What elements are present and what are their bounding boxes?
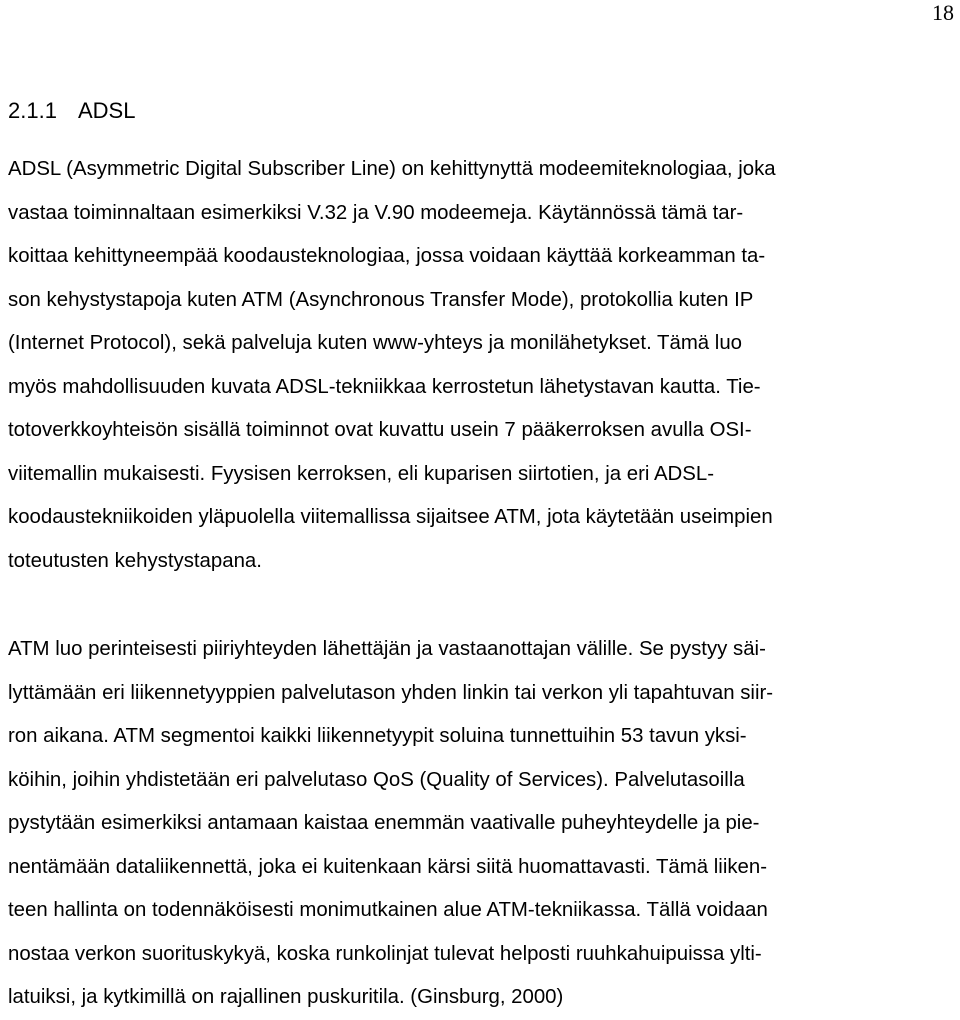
text-line: koittaa kehittyneempää koodausteknologiaa, jossa voidaan käyttää korkeamman ta-	[8, 245, 766, 267]
text-line: koodaustekniikoiden yläpuolella viitemallissa sijaitsee ATM, jota käytetään useimpien	[8, 506, 773, 528]
text-line: ATM luo perinteisesti piiriyhteyden lähettäjän ja vastaanottajan välille. Se pystyy säi-	[8, 638, 766, 660]
text-line: (Internet Protocol), sekä palveluja kuten www-yhteys ja monilähetykset. Tämä luo	[8, 332, 743, 354]
text-line: totoverkkoyhteisön sisällä toiminnot ovat kuvattu usein 7 pääkerroksen avulla OSI-	[8, 419, 752, 441]
text-line: myös mahdollisuuden kuvata ADSL-tekniikkaa kerrostetun lähetystavan kautta. Tie-	[8, 375, 761, 398]
section-heading	[8, 96, 135, 126]
text-line: son kehystystapoja kuten ATM (Asynchronous Transfer Mode), protokollia kuten IP	[8, 288, 754, 311]
text-line: nentämään dataliikennettä, joka ei kuitenkaan kärsi siitä huomattavasti. Tämä liiken-	[8, 855, 768, 878]
paragraph-atm	[8, 628, 958, 1020]
text-line: viitemallin mukaisesti. Fyysisen kerroksen, eli kuparisen siirtotien, ja eri ADSL-	[8, 462, 714, 485]
text-line: toteutusten kehystystapana.	[8, 549, 262, 572]
page-number: 18	[932, 0, 954, 25]
text-line: vastaa toiminnaltaan esimerkiksi V.32 ja V.90 modeemeja. Käytännössä tämä tar-	[8, 201, 744, 224]
text-line: teen hallinta on todennäköisesti monimutkainen alue ATM-tekniikassa. Tällä voidaan	[8, 899, 768, 921]
text-line: latuiksi, ja kytkimillä on rajallinen puskuritila. (Ginsburg, 2000)	[8, 986, 564, 1008]
text-line: ADSL (Asymmetric Digital Subscriber Line) on kehittynyttä modeemiteknologiaa, joka	[8, 158, 776, 180]
section-number: 2.1.1	[8, 98, 57, 123]
text-line: nostaa verkon suorituskykyä, koska runkolinjat tulevat helposti ruuhkahuipuissa ylti-	[8, 942, 762, 965]
paragraph-adsl-intro	[8, 148, 958, 583]
text-line: köihin, joihin yhdistetään eri palvelutaso QoS (Quality of Services). Palvelutasoilla	[8, 768, 745, 791]
text-line: pystytään esimerkiksi antamaan kaistaa enemmän vaativalle puheyhteydelle ja pie-	[8, 812, 760, 834]
text-line: ron aikana. ATM segmentoi kaikki liikennetyypit soluina tunnettuihin 53 tavun yksi-	[8, 725, 747, 747]
section-title: ADSL	[78, 98, 136, 123]
text-line: lyttämään eri liikennetyyppien palvelutason yhden linkin tai verkon yli tapahtuvan siir-	[8, 681, 774, 704]
